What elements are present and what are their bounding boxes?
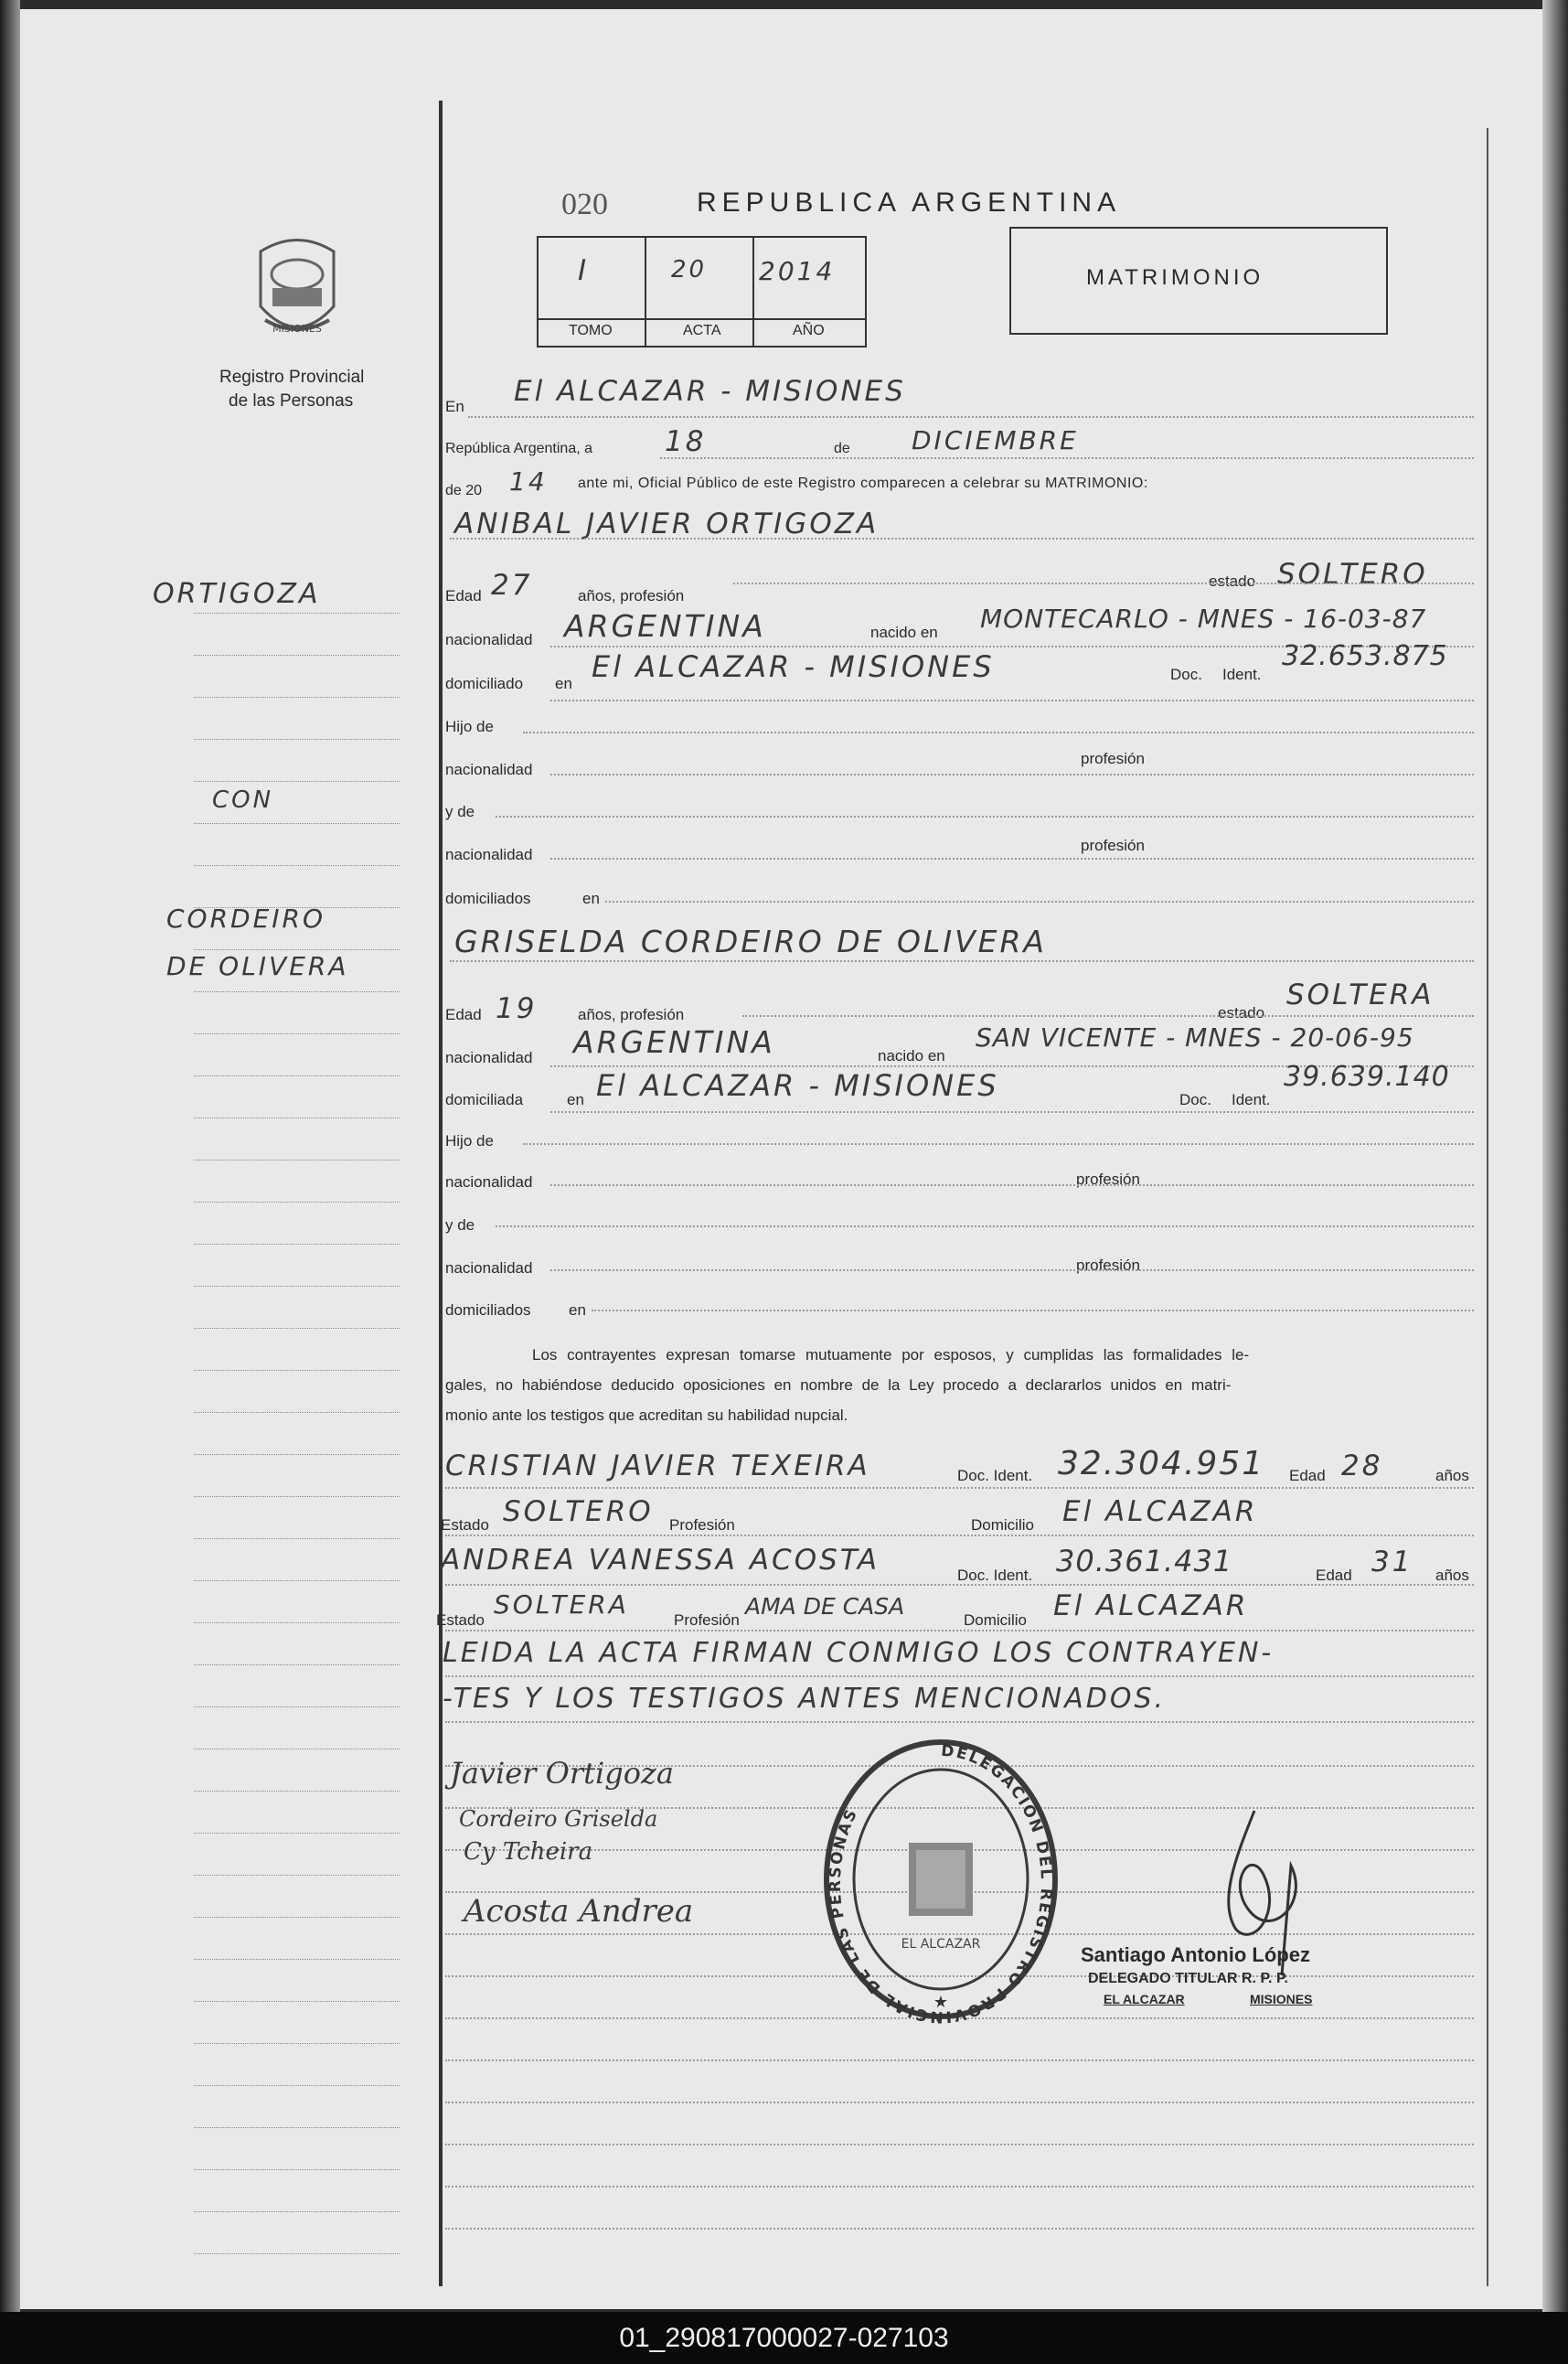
bride-nationality: ARGENTINA <box>573 1024 775 1060</box>
witness2-estado-label: Estado <box>436 1611 485 1629</box>
book-spine-shadow <box>0 0 20 2364</box>
groom-estado-label: estado <box>1209 572 1256 590</box>
registry-name-line1: Registro Provincial <box>219 368 365 387</box>
margin-rule-line <box>194 1791 400 1792</box>
margin-rule-line <box>194 1370 400 1371</box>
margin-rule-line <box>194 949 400 950</box>
svg-text:★: ★ <box>933 1993 949 2011</box>
margin-rule-line <box>194 781 400 782</box>
margin-rule-line <box>194 2043 400 2044</box>
margin-rule-line <box>194 1496 400 1497</box>
fill-line <box>550 1184 1474 1186</box>
groom-age: 27 <box>491 569 533 602</box>
groom-profesion2-label: profesión <box>1081 750 1145 767</box>
margin-rule-line <box>194 2001 400 2002</box>
margin-rule-line <box>194 2085 400 2086</box>
groom-estado: SOLTERO <box>1277 558 1428 591</box>
margin-rule-line <box>194 1033 400 1034</box>
signature-groom: Javier Ortigoza <box>450 1756 674 1791</box>
bride-domiciliada-label: domiciliada <box>445 1091 524 1108</box>
witness2-doc: 30.361.431 <box>1056 1544 1233 1578</box>
closing-line2: -TES Y LOS TESTIGOS ANTES MENCIONADOS. <box>443 1683 1167 1715</box>
margin-rule-line <box>194 2211 400 2212</box>
witness2-age: 31 <box>1371 1546 1413 1578</box>
margin-rule-line <box>194 1286 400 1287</box>
bride-name: GRISELDA CORDEIRO DE OLIVERA <box>454 924 1047 959</box>
bride-doc: 39.639.140 <box>1284 1061 1450 1093</box>
fill-line <box>496 816 1474 818</box>
groom-domiciliado-label: domiciliado <box>445 675 524 692</box>
margin-rule-line <box>194 1875 400 1876</box>
signature-bride: Cordeiro Griselda <box>459 1806 658 1832</box>
signature-witness2: Acosta Andrea <box>464 1893 694 1930</box>
margin-rule-line <box>194 865 400 866</box>
witness2-profession: AMA DE CASA <box>745 1593 905 1620</box>
margin-rule-line <box>194 991 400 992</box>
bride-edad-label: Edad <box>445 1006 482 1023</box>
tomo-label: TOMO <box>569 323 613 338</box>
fill-line <box>450 960 1474 962</box>
bride-domicile: El ALCAZAR - MISIONES <box>596 1068 999 1103</box>
fill-line <box>523 732 1474 733</box>
bride-yde-label: y de <box>445 1216 475 1234</box>
margin-rule-line <box>194 613 400 614</box>
box-divider <box>645 236 646 346</box>
fill-line <box>445 1584 1474 1586</box>
official-place-2: MISIONES <box>1250 1992 1313 2006</box>
witness1-doc: 32.304.951 <box>1058 1445 1265 1482</box>
box-divider <box>537 318 865 320</box>
groom-profesion-label: años, profesión <box>578 587 685 604</box>
official-title: DELEGADO TITULAR R. P. P. <box>1088 1971 1288 1986</box>
fill-line <box>550 1111 1474 1113</box>
official-name: Santiago Antonio López <box>1081 1943 1310 1966</box>
bride-profesion3-label: profesión <box>1076 1257 1140 1274</box>
acta-value: 20 <box>671 256 708 283</box>
witness1-estado-label: Estado <box>441 1516 489 1534</box>
fill-line <box>550 774 1474 776</box>
margin-bride-surname-1: CORDEIRO <box>166 904 326 934</box>
groom-nationality: ARGENTINA <box>564 608 766 644</box>
bride-estado: SOLTERA <box>1286 979 1435 1011</box>
margin-rule-line <box>194 1664 400 1665</box>
fill-line <box>605 901 1474 903</box>
intro-sentence: ante mi, Oficial Público de este Registro comparecen a celebrar su MATRIMONIO: <box>578 476 1148 491</box>
groom-profesion3-label: profesión <box>1081 837 1145 854</box>
fill-line <box>742 1015 1474 1017</box>
fill-line <box>445 1721 1474 1723</box>
bride-doc-label: Doc. <box>1179 1091 1211 1108</box>
groom-nacionalidad-label: nacionalidad <box>445 631 533 648</box>
margin-rule-line <box>194 655 400 656</box>
right-rule <box>1487 128 1488 2286</box>
witness1-anios-label: años <box>1435 1467 1469 1484</box>
groom-ident-label: Ident. <box>1222 666 1262 683</box>
witness1-domicilio-label: Domicilio <box>971 1516 1034 1534</box>
margin-rule-line <box>194 1917 400 1918</box>
groom-hijo-label: Hijo de <box>445 718 494 735</box>
margin-rule-line <box>194 1202 400 1203</box>
bride-ident-label: Ident. <box>1232 1091 1271 1108</box>
registry-name-line2: de las Personas <box>229 391 354 411</box>
en-label: En <box>445 398 464 415</box>
bride-profesion-label: años, profesión <box>578 1006 685 1023</box>
signature-witness1: Cy Tcheira <box>464 1838 593 1866</box>
witness2-doc-label: Doc. Ident. <box>957 1567 1033 1584</box>
witness1-domicile: El ALCAZAR <box>1062 1495 1258 1528</box>
provincial-coat-of-arms-icon <box>247 233 347 352</box>
witness2-anios-label: años <box>1435 1567 1469 1584</box>
bride-en-label: en <box>567 1091 584 1108</box>
signature-rule-line <box>445 2059 1474 2061</box>
margin-rule-line <box>194 739 400 740</box>
closing-line1: LEIDA LA ACTA FIRMAN CONMIGO LOS CONTRAYEN- <box>443 1637 1275 1669</box>
groom-doc: 32.653.875 <box>1282 640 1448 672</box>
fill-line <box>550 1269 1474 1271</box>
margin-rule <box>439 101 443 2286</box>
margin-rule-line <box>194 823 400 824</box>
box-divider <box>752 236 754 346</box>
bride-nacido-label: nacido en <box>878 1047 945 1064</box>
bride-birth: SAN VICENTE - MNES - 20-06-95 <box>976 1022 1414 1053</box>
stamp-center-text: EL ALCAZAR <box>901 1937 981 1952</box>
witness2-domicilio-label: Domicilio <box>964 1611 1027 1629</box>
bride-domiciliados-label: domiciliados <box>445 1301 531 1319</box>
witness2-edad-label: Edad <box>1316 1567 1352 1584</box>
groom-nac3-label: nacionalidad <box>445 846 533 863</box>
margin-con: CON <box>212 786 274 814</box>
certificate-number: 020 <box>561 187 608 221</box>
fill-line <box>733 583 1474 584</box>
margin-groom-surname: ORTIGOZA <box>153 578 321 610</box>
groom-nac2-label: nacionalidad <box>445 761 533 778</box>
year-value: 14 <box>509 466 548 497</box>
bride-hijo-label: Hijo de <box>445 1132 494 1150</box>
groom-en-label: en <box>555 675 572 692</box>
margin-rule-line <box>194 1454 400 1455</box>
acta-label: ACTA <box>683 323 721 338</box>
fill-line <box>550 858 1474 860</box>
signature-rule-line <box>445 2186 1474 2188</box>
margin-rule-line <box>194 1412 400 1413</box>
anio-value: 2014 <box>759 256 836 286</box>
fill-line <box>496 1225 1474 1227</box>
scan-identifier: 01_290817000027-027103 <box>0 2312 1568 2364</box>
groom-en2-label: en <box>582 890 600 907</box>
margin-rule-line <box>194 1580 400 1581</box>
margin-rule-line <box>194 1538 400 1539</box>
fill-line <box>445 1535 1474 1536</box>
margin-rule-line <box>194 2127 400 2128</box>
bride-nacionalidad-label: nacionalidad <box>445 1049 533 1066</box>
groom-domicile: El ALCAZAR - MISIONES <box>592 649 995 684</box>
fill-line <box>468 416 1474 418</box>
signature-rule-line <box>445 2102 1474 2103</box>
witness2-name: ANDREA VANESSA ACOSTA <box>441 1544 880 1577</box>
stamp-ring-text: DELEGACION DEL REGISTRO PROVINCIAL DE LAS PERSONAS <box>826 1741 1056 2026</box>
margin-rule-line <box>194 2253 400 2254</box>
certificate-type: MATRIMONIO <box>1086 265 1264 290</box>
fill-line <box>445 1487 1474 1489</box>
fill-line <box>523 1143 1474 1145</box>
groom-yde-label: y de <box>445 803 475 820</box>
margin-rule-line <box>194 1328 400 1329</box>
anio-label: AÑO <box>793 323 825 338</box>
groom-birth: MONTECARLO - MNES - 16-03-87 <box>980 604 1427 634</box>
witness1-estado: SOLTERO <box>503 1495 654 1528</box>
official-place-1: EL ALCAZAR <box>1104 1992 1185 2006</box>
page-edge-shadow <box>1542 0 1568 2364</box>
witness2-profesion-label: Profesión <box>674 1611 740 1629</box>
day-value: 18 <box>665 425 707 458</box>
fill-line <box>445 1630 1474 1631</box>
groom-name: ANIBAL JAVIER ORTIGOZA <box>454 508 880 540</box>
document-page <box>20 9 1542 2309</box>
groom-nacido-label: nacido en <box>870 624 938 641</box>
groom-domiciliados-label: domiciliados <box>445 890 531 907</box>
fill-line <box>550 700 1474 701</box>
bride-profesion2-label: profesión <box>1076 1171 1140 1188</box>
declaration-line3: monio ante los testigos que acreditan su habilidad nupcial. <box>445 1407 848 1424</box>
margin-rule-line <box>194 697 400 698</box>
fill-line <box>660 457 1474 459</box>
fill-line <box>445 1675 1474 1677</box>
republica-label: República Argentina, a <box>445 441 592 456</box>
witness1-age: 28 <box>1341 1449 1383 1482</box>
margin-rule-line <box>194 1833 400 1834</box>
witness1-profesion-label: Profesión <box>669 1516 735 1534</box>
official-registry-stamp <box>817 1733 1064 2026</box>
bride-age: 19 <box>496 992 538 1025</box>
declaration-line2: gales, no habiéndose deducido oposiciones en nombre de la Ley procedo a declararlos unidos en matri- <box>445 1376 1232 1394</box>
margin-rule-line <box>194 1244 400 1245</box>
declaration-line1: Los contrayentes expresan tomarse mutuamente por esposos, y cumplidas las formalidades le- <box>532 1346 1250 1364</box>
margin-rule-line <box>194 2169 400 2170</box>
groom-edad-label: Edad <box>445 587 482 604</box>
place-value: El ALCAZAR - MISIONES <box>514 375 906 408</box>
witness2-estado: SOLTERA <box>494 1589 629 1620</box>
margin-rule-line <box>194 1622 400 1623</box>
witness1-doc-label: Doc. Ident. <box>957 1467 1033 1484</box>
witness1-name: CRISTIAN JAVIER TEXEIRA <box>445 1449 870 1482</box>
fill-line <box>450 538 1474 540</box>
groom-doc-label: Doc. <box>1170 666 1202 683</box>
bride-nac3-label: nacionalidad <box>445 1259 533 1277</box>
bride-estado-label: estado <box>1218 1004 1265 1022</box>
margin-rule-line <box>194 1959 400 1960</box>
bride-en2-label: en <box>569 1301 586 1319</box>
fill-line <box>592 1310 1474 1311</box>
margin-rule-line <box>194 1075 400 1076</box>
tomo-value: I <box>578 254 590 287</box>
witness1-edad-label: Edad <box>1289 1467 1326 1484</box>
signature-rule-line <box>445 2228 1474 2230</box>
margin-bride-surname-2: DE OLIVERA <box>166 951 349 981</box>
margin-rule-line <box>194 1706 400 1707</box>
de-label: de <box>834 441 850 456</box>
month-value: DICIEMBRE <box>912 425 1079 455</box>
de20-label: de 20 <box>445 483 483 498</box>
witness2-domicile: El ALCAZAR <box>1053 1589 1249 1622</box>
signature-rule-line <box>445 2144 1474 2145</box>
seal-label: MISIONES <box>272 323 322 335</box>
country-title: REPUBLICA ARGENTINA <box>697 187 1122 218</box>
margin-rule-line <box>194 1160 400 1161</box>
bride-nac2-label: nacionalidad <box>445 1173 533 1191</box>
